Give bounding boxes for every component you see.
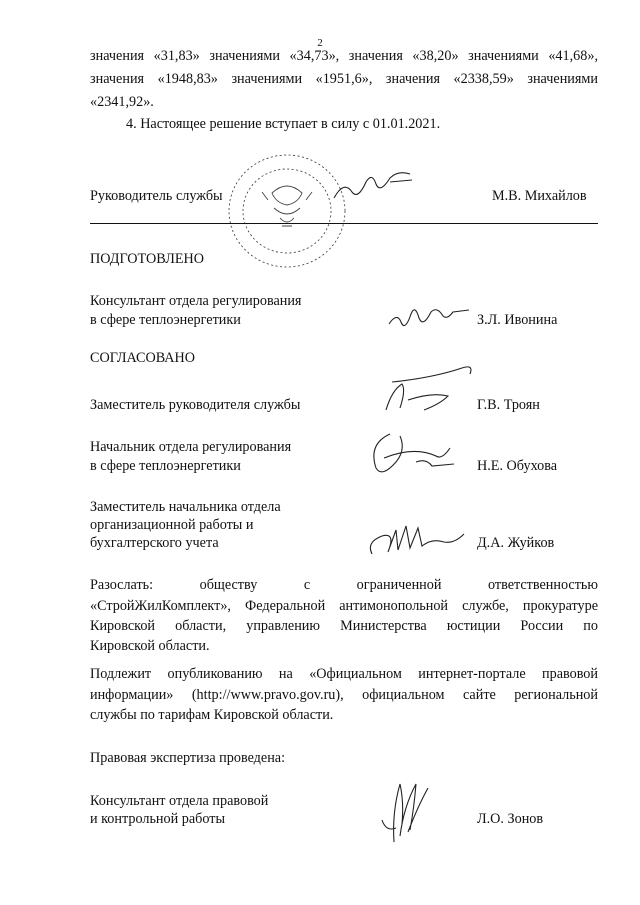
legal-review-position-line-2: и контрольной работы xyxy=(90,811,225,827)
signer-2-position-line-2: в сфере теплоэнергетики xyxy=(90,458,241,474)
official-seal xyxy=(222,148,352,274)
signer-3-position-line-1: Заместитель начальника отдела xyxy=(90,499,281,515)
prepared-position-line-1: Консультант отдела регулирования xyxy=(90,293,302,309)
signer-2-position-line-1: Начальник отдела регулирования xyxy=(90,439,292,455)
signer-3-position-line-2: организационной работы и xyxy=(90,517,254,533)
signer-3-position-line-3: бухгалтерского учета xyxy=(90,535,219,551)
distribution-line-1: Разослать: обществу с ограниченной ответственностью xyxy=(90,577,598,593)
prepared-position-line-2: в сфере теплоэнергетики xyxy=(90,312,241,328)
continuation-line-1: значения «31,83» значениями «34,73», значения «38,20» значениями «41,68», xyxy=(90,48,598,64)
head-of-service-position: Руководитель службы xyxy=(90,188,223,204)
distribution-line-2: «СтройЖилКомплект», Федеральной антимонопольной службе, прокуратуре xyxy=(90,598,598,614)
page-number: 2 xyxy=(317,37,323,49)
prepared-name: З.Л. Ивонина xyxy=(477,312,558,328)
publication-line-2: информации» (http://www.pravo.gov.ru), официальном сайте региональной xyxy=(90,687,598,703)
continuation-line-2: значения «1948,83» значениями «1951,6», значения «2338,59» значениями xyxy=(90,71,598,87)
signer-1-position: Заместитель руководителя службы xyxy=(90,397,301,413)
signer-1-name: Г.В. Троян xyxy=(477,397,540,413)
legal-review-signature xyxy=(374,776,434,846)
signer-3-name: Д.А. Жуйков xyxy=(477,535,555,551)
legal-review-position-line-1: Консультант отдела правовой xyxy=(90,793,269,809)
distribution-line-4: Кировской области. xyxy=(90,638,210,654)
signer-3-signature xyxy=(362,518,477,562)
signer-2-name: Н.Е. Обухова xyxy=(477,458,558,474)
head-of-service-signature xyxy=(330,168,440,208)
publication-line-1: Подлежит опубликованию на «Официальном интернет-портале правовой xyxy=(90,666,598,682)
publication-line-3: службы по тарифам Кировской области. xyxy=(90,707,334,723)
continuation-line-3: «2341,92». xyxy=(90,94,154,110)
legal-review-name: Л.О. Зонов xyxy=(477,811,544,827)
signature-divider xyxy=(90,223,598,224)
signer-1-signature xyxy=(378,360,478,416)
signer-2-signature xyxy=(360,428,470,478)
item-4: 4. Настоящее решение вступает в силу с 01.01.2021. xyxy=(126,116,441,132)
agreed-heading: СОГЛАСОВАНО xyxy=(90,350,196,366)
distribution-line-3: Кировской области, управлению Министерства юстиции России по xyxy=(90,618,598,634)
head-of-service-name: М.В. Михайлов xyxy=(492,188,587,204)
prepared-heading: ПОДГОТОВЛЕНО xyxy=(90,251,204,267)
prepared-signature xyxy=(385,302,475,332)
legal-review-heading: Правовая экспертиза проведена: xyxy=(90,750,286,766)
